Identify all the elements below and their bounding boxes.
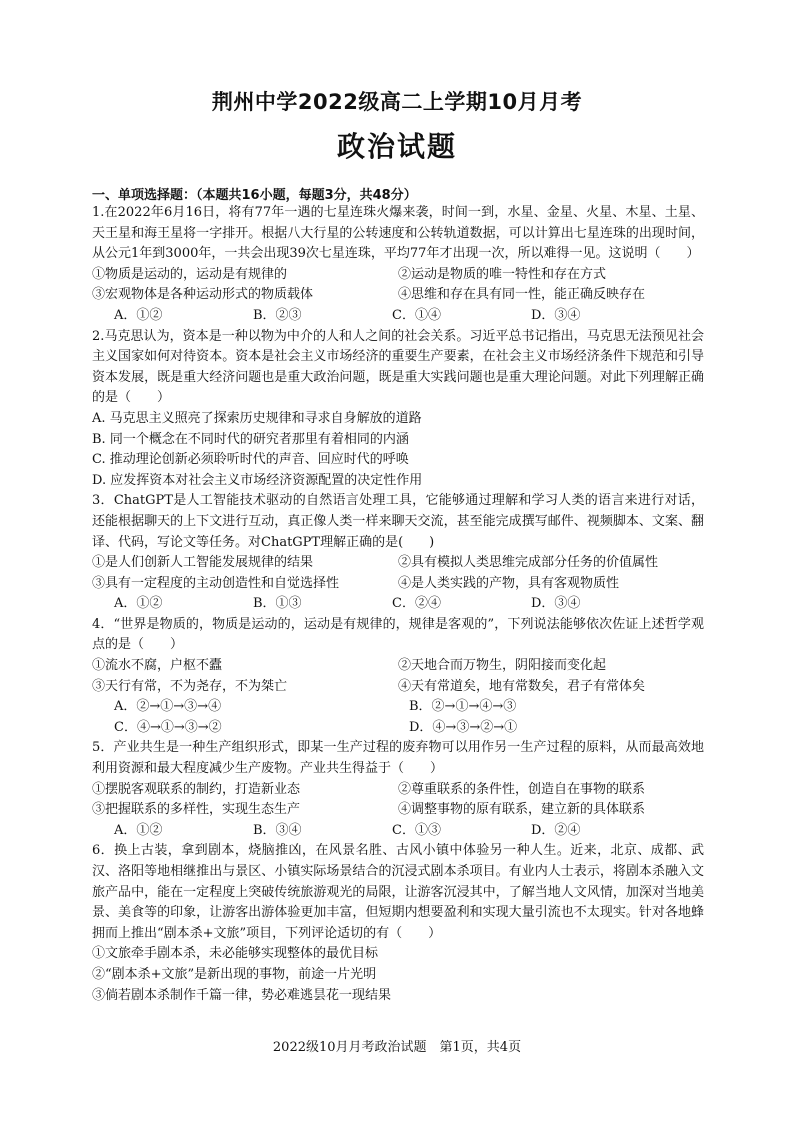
statement: ③倘若剧本杀制作千篇一律，势必难逃昙花一现结果 <box>92 987 392 1003</box>
answer-options <box>92 306 704 327</box>
statement: ④天有常道矣，地有常数矣，君子有常体矣 <box>398 678 646 694</box>
answer-options <box>92 594 704 615</box>
statement: ①流水不腐，户枢不蠹 <box>92 658 223 674</box>
statement-row <box>92 677 704 698</box>
option-a: A. 马克思主义照亮了探索历史规律和寻求自身解放的道路 <box>92 410 422 426</box>
question-stem: 2.马克思认为，资本是一种以物为中介的人和人之间的社会关系。习近平总书记指出，马克思无法预见社会主义国家如何对待资本。资本是社会主义市场经济的重要生产要素，在社会主义市场经济条件下规范和引导资本发展，既是重大经济问题也是重大政治问题，既是重大实践问题也是重大理论问题。对此下列理解正确的是（ ） <box>92 328 704 406</box>
question-2 <box>92 327 704 492</box>
option-d: D．②④ <box>531 822 581 838</box>
page-footer: 2022级10月月考政治试题 第1页，共4页 <box>272 1040 522 1055</box>
statement-row <box>92 285 704 306</box>
question-3 <box>92 491 704 615</box>
question-4 <box>92 615 704 739</box>
option-b: B．②③ <box>253 307 302 323</box>
question-stem: 1.在2022年6月16日，将有77年一遇的七星连珠火爆来袭，时间一到，水星、金星、火星、木星、土星、天王星和海王星将一字排开。根据八大行星的公转速度和公转轨道数据，可以计算出七星连珠的出现时间，从公元1年到3000年，一共会出现39次七星连珠，平均77年才出现一次，所以难得一见。这说明（ ） <box>92 205 704 262</box>
option-d: D．④→③→②→① <box>409 719 518 735</box>
statement: ④调整事物的原有联系，建立新的具体联系 <box>398 802 646 818</box>
question-stem: 6．换上古装，拿到剧本，烧脑推凶，在风景名胜、古风小镇中体验另一种人生。近来，北京、成都、武汉、洛阳等地相继推出与景区、小镇实际场景结合的沉浸式剧本杀项目。有业内人士表示，将剧本杀融入文旅产品中，能在一定程度上突破传统旅游观光的局限，让游客沉浸其中，了解当地人文风情，加深对当地美景、美食等的印象，让游客出游体验更加丰富，但短期内想要盈利和实现大量引流也不太现实。针对各地蜂拥而上推出“剧本杀+文旅”项目，下列评论适切的有（ ） <box>92 843 704 941</box>
statement-row <box>92 800 704 821</box>
statement: ②具有模拟人类思维完成部分任务的价值属性 <box>398 555 659 571</box>
option-a: A．①② <box>114 596 163 612</box>
statement: ②天地合而万物生，阴阳接而变化起 <box>398 658 607 674</box>
statement: ③天行有常，不为尧存，不为桀亡 <box>92 678 288 694</box>
question-5 <box>92 738 704 841</box>
option-c: C．①④ <box>392 307 441 323</box>
statement: ③把握联系的多样性，实现生态生产 <box>92 802 301 818</box>
statement: ③宏观物体是各种运动形式的物质载体 <box>92 287 314 303</box>
exam-subject-title: 政治试题 <box>336 130 457 163</box>
section-heading: 一、单项选择题：（本题共16小题，每题3分，共48分） <box>92 188 417 203</box>
option-d: D．③④ <box>531 307 581 323</box>
question-6 <box>92 841 704 1006</box>
statement-row <box>92 553 704 574</box>
option-a: A．②→①→③→④ <box>114 699 222 715</box>
question-1 <box>92 203 704 327</box>
statement: ③具有一定程度的主动创造性和自觉选择性 <box>92 575 340 591</box>
option-a: A．①② <box>114 307 163 323</box>
statement-row <box>92 574 704 595</box>
answer-options-row <box>92 718 704 739</box>
answer-options <box>92 821 704 842</box>
statement-row <box>92 656 704 677</box>
question-list <box>92 203 704 1006</box>
option-d: D. 应发挥资本对社会主义市场经济资源配置的决定性作用 <box>92 472 423 488</box>
option-b: B．③④ <box>253 822 302 838</box>
statement: ①文旅牵手剧本杀，未必能够实现整体的最优目标 <box>92 946 379 962</box>
statement: ②运动是物质的唯一特性和存在方式 <box>398 266 607 282</box>
statement: ①摆脱客观联系的制约，打造新业态 <box>92 781 301 797</box>
option-a: A．①② <box>114 822 163 838</box>
statement: ④是人类实践的产物，具有客观物质性 <box>398 575 620 591</box>
answer-options-row <box>92 697 704 718</box>
question-stem: 3．ChatGPT是人工智能技术驱动的自然语言处理工具，它能够通过理解和学习人类的语言来进行对话，还能根据聊天的上下文进行互动，真正像人类一样来聊天交流，甚至能完成撰写邮件、视频脚本、文案、翻译、代码，写论文等任务。对ChatGPT理解正确的是( ) <box>92 493 704 550</box>
option-c: C. 推动理论创新必须聆听时代的声音、回应时代的呼唤 <box>92 452 409 468</box>
statement-row <box>92 265 704 286</box>
option-c: C．④→①→③→② <box>114 719 222 735</box>
option-b: B．②→①→④→③ <box>409 699 517 715</box>
option-b: B．①③ <box>253 596 302 612</box>
option-d: D．③④ <box>531 596 581 612</box>
option-c: C．②④ <box>392 596 441 612</box>
question-stem: 4．“世界是物质的，物质是运动的，运动是有规律的，规律是客观的”，下列说法能够依次佐证上述哲学观点的是（ ） <box>92 616 704 653</box>
exam-title: 荆州中学2022级高二上学期10月月考 <box>211 90 583 114</box>
option-c: C．①③ <box>392 822 441 838</box>
statement-row <box>92 780 704 801</box>
statement: ①是人们创新人工智能发展规律的结果 <box>92 555 314 571</box>
statement: ①物质是运动的，运动是有规律的 <box>92 266 288 282</box>
statement: ②“剧本杀+文旅”是新出现的事物，前途一片光明 <box>92 966 377 982</box>
option-b: B. 同一个概念在不同时代的研究者那里有着相同的内涵 <box>92 431 409 447</box>
question-stem: 5．产业共生是一种生产组织形式，即某一生产过程的废弃物可以用作另一生产过程的原料，从而最高效地利用资源和最大程度减少生产废物。产业共生得益于（ ） <box>92 740 704 777</box>
statement: ②尊重联系的条件性，创造自在事物的联系 <box>398 781 646 797</box>
statement: ④思维和存在具有同一性，能正确反映存在 <box>398 287 646 303</box>
